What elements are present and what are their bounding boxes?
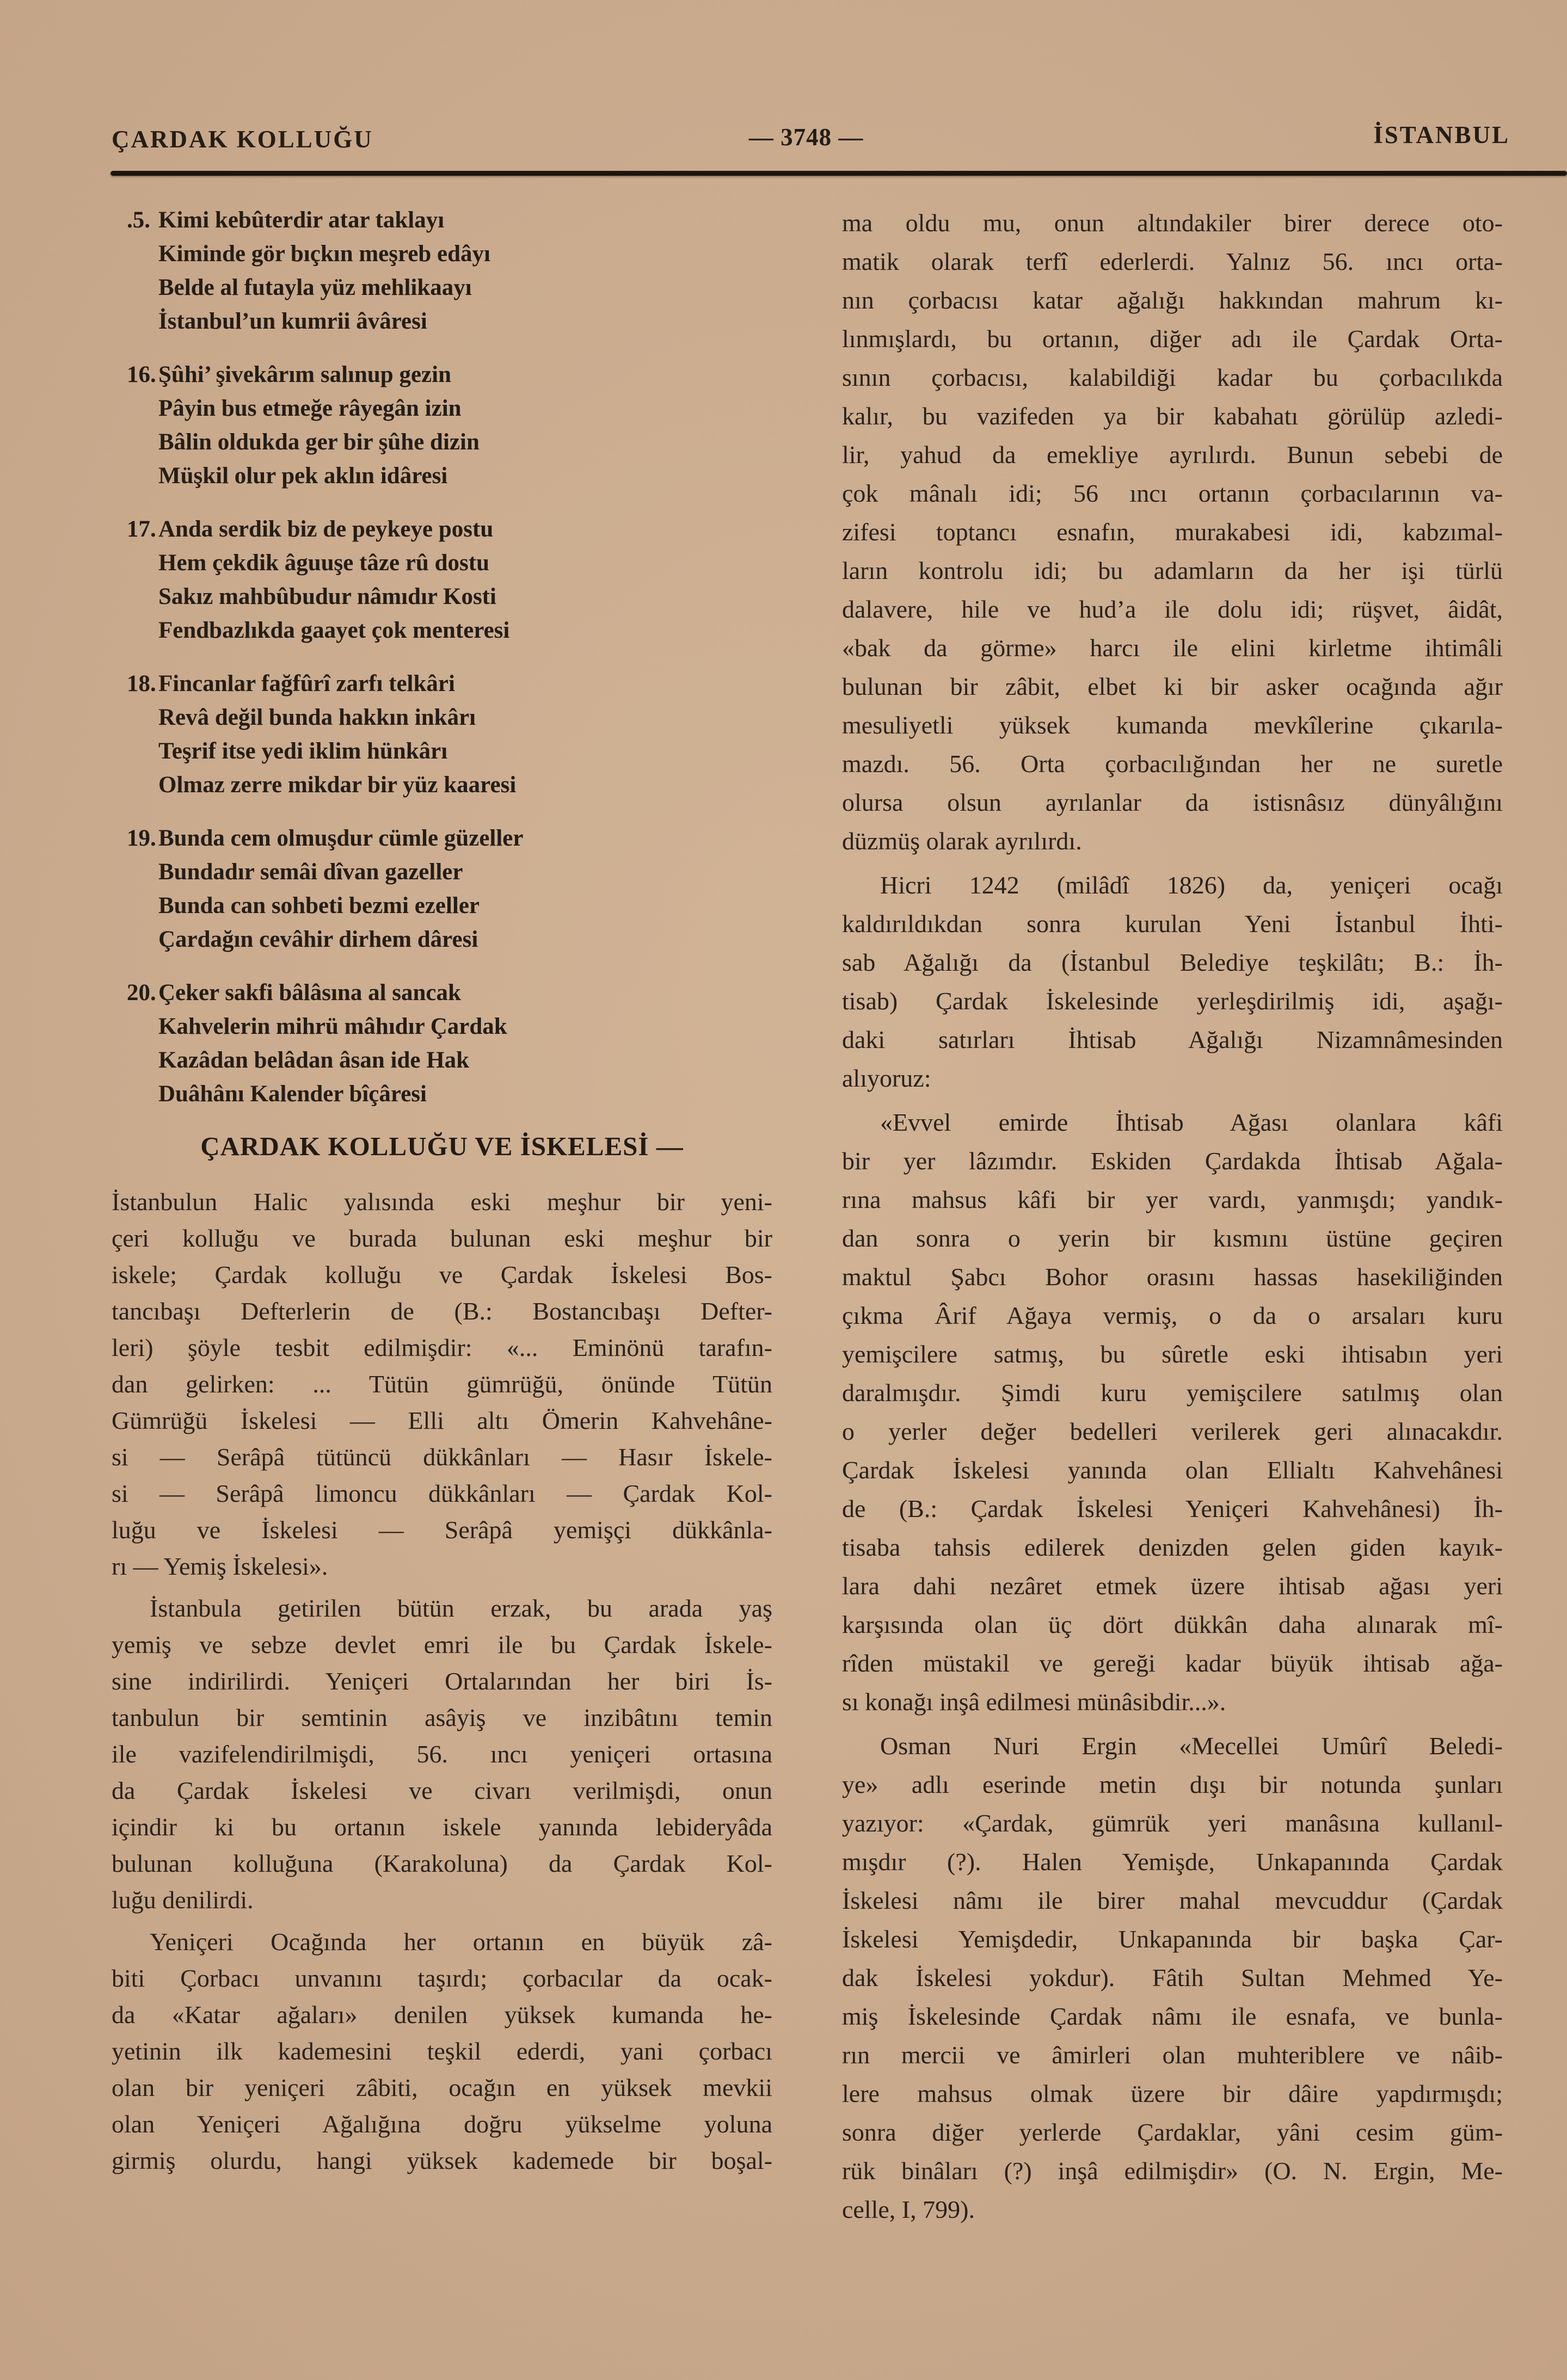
running-title-right: İSTANBUL bbox=[1373, 121, 1510, 149]
text-line: o yerler değer bedelleri verilerek geri alınacakdır. bbox=[842, 1417, 1503, 1445]
article-heading: ÇARDAK KOLLUĞU VE İSKELESİ — bbox=[200, 1131, 684, 1161]
stanza-number: 19. bbox=[127, 825, 156, 851]
left-column bbox=[112, 204, 772, 2184]
poem-line: Bâlin oldukda ger bir şûhe dizin bbox=[158, 429, 480, 455]
poem-line: Belde al futayla yüz mehlikaayı bbox=[158, 275, 472, 300]
text-line: lara dahi nezâret etmek üzere ihtisab ağası yeri bbox=[842, 1572, 1503, 1600]
poem-line: Duâhânı Kalender bîçâresi bbox=[158, 1081, 427, 1107]
text-line: lere mahsus olmak üzere bir dâire yapdırmışdı; bbox=[842, 2080, 1503, 2107]
text-line: Osman Nuri Ergin «Mecellei Umûrî Beledi- bbox=[880, 1732, 1503, 1760]
text-line: yazıyor: «Çardak, gümrük yeri manâsına kullanıl- bbox=[842, 1809, 1503, 1837]
poem-line: Çardağın cevâhir dirhem dâresi bbox=[158, 927, 478, 952]
body-paragraph bbox=[112, 1183, 772, 1584]
text-line: nın çorbacısı katar ağalığı hakkından mahrum kı- bbox=[842, 286, 1503, 314]
text-line: mesuliyetli yüksek kumanda mevkîlerine çıkarıla- bbox=[842, 711, 1503, 739]
poem-line: Bunda cem olmuşdur cümle güzeller bbox=[158, 825, 524, 851]
text-line: içindir ki bu ortanın iskele yanında lebideryâda bbox=[112, 1813, 772, 1841]
text-line: Çardak İskelesi yanında olan Ellialtı Kahvehânesi bbox=[842, 1456, 1503, 1484]
poem-stanza bbox=[112, 822, 772, 957]
right-paragraphs bbox=[842, 204, 1503, 2229]
text-line: maktul Şabcı Bohor orasını hassas hasekiliğinden bbox=[842, 1263, 1503, 1291]
text-line: yetinin ilk kademesini teşkil ederdi, yani çorbacı bbox=[112, 2037, 772, 2065]
text-line: olan Yeniçeri Ağalığına doğru yükselme yoluna bbox=[112, 2110, 772, 2138]
body-paragraph bbox=[842, 866, 1503, 1097]
text-line: kalır, bu vazifeden ya bir kabahatı görülüp azledi- bbox=[842, 402, 1503, 430]
poem-line: Müşkil olur pek aklın idâresi bbox=[158, 463, 448, 489]
text-line: İskelesi nâmı ile birer mahal mevcuddur (Çardak bbox=[842, 1886, 1503, 1914]
text-line: alıyoruz: bbox=[842, 1064, 931, 1092]
text-line: bulunan kolluğuna (Karakoluna) da Çardak Kol- bbox=[112, 1849, 772, 1877]
text-line: leri) şöyle tesbit edilmişdir: «... Eminönü tarafın- bbox=[112, 1334, 772, 1361]
text-line: zifesi toptancı esnafın, murakabesi idi, kabzımal- bbox=[842, 518, 1503, 546]
text-line: tanbulun bir semtinin asâyiş ve inzibâtını temin bbox=[112, 1704, 772, 1731]
right-column bbox=[842, 204, 1503, 2234]
poem-line: Sakız mahbûbudur nâmıdır Kosti bbox=[158, 584, 496, 609]
text-line: Hicri 1242 (milâdî 1826) da, yeniçeri ocağı bbox=[880, 871, 1503, 899]
text-line: daralmışdır. Şimdi kuru yemişcilere satılmış olan bbox=[842, 1379, 1503, 1407]
text-line: yemiş ve sebze devlet emri ile bu Çardak İskele- bbox=[112, 1631, 772, 1658]
poem-line: Bundadır semâi dîvan gazeller bbox=[158, 859, 463, 885]
body-paragraph bbox=[842, 1103, 1503, 1721]
text-line: düzmüş olarak ayrılırdı. bbox=[842, 827, 1082, 855]
text-line: si — Serâpâ limoncu dükkânları — Çardak Kol- bbox=[112, 1479, 772, 1507]
text-line: olursa olsun ayrılanlar da istisnâsız dünyâlığını bbox=[842, 788, 1503, 816]
stanza-number: .5. bbox=[127, 207, 150, 233]
text-line: ma oldu mu, onun altındakiler birer derece oto- bbox=[842, 209, 1503, 237]
poem-block bbox=[112, 204, 772, 1111]
header-rule bbox=[110, 171, 1567, 176]
text-line: luğu ve İskelesi — Serâpâ yemişçi dükkânla- bbox=[112, 1516, 772, 1544]
text-line: İstanbulun Halic yalısında eski meşhur bir yeni- bbox=[112, 1188, 772, 1216]
poem-line: Pâyin bus etmeğe râyegân izin bbox=[158, 396, 462, 421]
body-paragraph bbox=[842, 1727, 1503, 2229]
text-line: Yeniçeri Ocağında her ortanın en büyük zâ- bbox=[150, 1928, 772, 1956]
text-line: lir, yahud da emekliye ayrılırdı. Bunun sebebi de bbox=[842, 441, 1503, 468]
poem-line: Bunda can sohbeti bezmi ezeller bbox=[158, 893, 480, 918]
poem-line: İstanbul’un kumrii âvâresi bbox=[158, 309, 427, 334]
poem-line: Teşrif itse yedi iklim hünkârı bbox=[158, 738, 448, 764]
stanza-number: 20. bbox=[127, 980, 156, 1006]
text-line: girmiş olurdu, hangi yüksek kademede bir boşal- bbox=[112, 2147, 772, 2174]
text-columns bbox=[112, 204, 1503, 2234]
body-paragraph bbox=[112, 1590, 772, 1918]
poem-line: Anda serdik biz de peykeye postu bbox=[158, 516, 494, 542]
text-line: dan sonra o yerin bir kısmını üstüne geçiren bbox=[842, 1224, 1503, 1252]
text-line: luğu denilirdi. bbox=[112, 1886, 254, 1914]
text-line: rı — Yemiş İskelesi». bbox=[112, 1552, 328, 1580]
poem-line: Kimi kebûterdir atar taklayı bbox=[158, 207, 445, 233]
poem-line: Fincanlar fağfûrî zarfı telkâri bbox=[158, 671, 455, 696]
poem-line: Çeker sakfi bâlâsına al sancak bbox=[158, 980, 461, 1006]
poem-stanza bbox=[112, 976, 772, 1111]
text-line: mazdı. 56. Orta çorbacılığından her ne suretle bbox=[842, 750, 1503, 778]
text-line: celle, I, 799). bbox=[842, 2196, 975, 2223]
text-line: da «Katar ağaları» denilen yüksek kumanda he- bbox=[112, 2001, 772, 2028]
text-line: tisab) Çardak İskelesinde yerleşdirilmiş idi, aşağı- bbox=[842, 987, 1503, 1015]
poem-line: Fendbazlıkda gaayet çok menteresi bbox=[158, 618, 510, 643]
text-line: sonra diğer yerlerde Çardaklar, yâni cesim güm- bbox=[842, 2118, 1503, 2146]
text-line: iskele; Çardak kolluğu ve Çardak İskelesi Bos- bbox=[112, 1261, 772, 1288]
text-line: tancıbaşı Defterlerin de (B.: Bostancıbaşı Defter- bbox=[112, 1297, 772, 1325]
text-line: «Evvel emirde İhtisab Ağası olanlara kâfi bbox=[880, 1108, 1503, 1136]
poem-stanza bbox=[112, 358, 772, 493]
text-line: çıkma Ârif Ağaya vermiş, o da o arsaları kuru bbox=[842, 1302, 1503, 1329]
text-line: mışdır (?). Halen Yemişde, Unkapanında Çardak bbox=[842, 1848, 1503, 1876]
text-line: İskelesi Yemişdedir, Unkapanında bir başka Çar- bbox=[842, 1925, 1503, 1953]
text-line: sı konağı inşâ edilmesi münâsibdir...». bbox=[842, 1688, 1226, 1716]
stanza-number: 17. bbox=[127, 516, 156, 542]
text-line: rük binâları (?) inşâ edilmişdir» (O. N. Ergin, Me- bbox=[842, 2157, 1503, 2185]
text-line: çok mânalı idi; 56 ıncı ortanın çorbacılarının va- bbox=[842, 479, 1503, 507]
text-line: dalavere, hile ve hud’a ile dolu idi; rüşvet, âidât, bbox=[842, 595, 1503, 623]
text-line: lınmışlardı, bu ortanın, diğer adı ile Çardak Orta- bbox=[842, 325, 1503, 353]
text-line: ye» adlı eserinde metin dışı bir notunda şunları bbox=[842, 1771, 1503, 1798]
text-line: rîden müstakil ve gereği kadar büyük ihtisab ağa- bbox=[842, 1649, 1503, 1677]
text-line: de (B.: Çardak İskelesi Yeniçeri Kahvehânesi) İh- bbox=[842, 1495, 1503, 1522]
text-line: sine indirilirdi. Yeniçeri Ortalarından her biri İs- bbox=[112, 1667, 772, 1695]
text-line: yemişcilere satmış, bu sûretle eski ihtisabın yeri bbox=[842, 1340, 1503, 1368]
text-line: biti Çorbacı unvanını taşırdı; çorbacılar da ocak- bbox=[112, 1964, 772, 1992]
poem-line: Kiminde gör bıçkın meşreb edâyı bbox=[158, 241, 490, 267]
body-paragraph bbox=[842, 204, 1503, 860]
text-line: daki satırları İhtisab Ağalığı Nizamnâmesinden bbox=[842, 1026, 1503, 1053]
text-line: dak İskelesi yokdur). Fâtih Sultan Mehmed Ye- bbox=[842, 1964, 1503, 1991]
text-line: İstanbula getirilen bütün erzak, bu arada yaş bbox=[150, 1594, 772, 1622]
text-line: çeri kolluğu ve burada bulunan eski meşhur bir bbox=[112, 1224, 772, 1252]
poem-line: Olmaz zerre mikdar bir yüz kaaresi bbox=[158, 772, 517, 798]
page-number: — 3748 — bbox=[748, 124, 864, 151]
text-line: tisaba tahsis edilerek denizden gelen giden kayık- bbox=[842, 1533, 1503, 1561]
text-line: ile vazifelendirilmişdi, 56. ıncı yeniçeri ortasına bbox=[112, 1740, 772, 1768]
poem-line: Şûhi’ şivekârım salınup gezin bbox=[158, 362, 452, 387]
text-line: matik olarak terfî ederlerdi. Yalnız 56. ıncı orta- bbox=[842, 248, 1503, 275]
text-line: bir yer lâzımdır. Eskiden Çardakda İhtisab Ağala- bbox=[842, 1147, 1503, 1175]
body-paragraph bbox=[112, 1923, 772, 2179]
text-line: si — Serâpâ tütüncü dükkânları — Hasır İskele- bbox=[112, 1443, 772, 1471]
poem-stanza bbox=[112, 204, 772, 338]
poem-line: Kahvelerin mihrü mâhıdır Çardak bbox=[158, 1014, 507, 1039]
running-title-left: ÇARDAK KOLLUĞU bbox=[112, 126, 373, 153]
page-header bbox=[112, 121, 1510, 153]
poem-line: Kazâdan belâdan âsan ide Hak bbox=[158, 1047, 470, 1073]
text-line: da Çardak İskelesi ve civarı verilmişdi, onun bbox=[112, 1777, 772, 1804]
poem-line: Revâ değil bunda hakkın inkârı bbox=[158, 705, 476, 730]
text-line: bulunan bir zâbit, elbet ki bir asker ocağında ağır bbox=[842, 673, 1503, 700]
text-line: sının çorbacısı, kalabildiği kadar bu çorbacılıkda bbox=[842, 363, 1503, 391]
text-line: olan bir yeniçeri zâbiti, ocağın en yüksek mevkii bbox=[112, 2074, 772, 2101]
text-line: kaldırıldıkdan sonra kurulan Yeni İstanbul İhti- bbox=[842, 910, 1503, 938]
stanza-number: 16. bbox=[127, 362, 156, 387]
text-line: rın mercii ve âmirleri olan muhteriblere ve nâib- bbox=[842, 2041, 1503, 2069]
text-line: Gümrüğü İskelesi — Elli altı Ömerin Kahvehâne- bbox=[112, 1407, 772, 1434]
text-line: karşısında olan üç dört dükkân daha alınarak mî- bbox=[842, 1611, 1503, 1638]
poem-stanza bbox=[112, 513, 772, 648]
text-line: miş İskelesinde Çardak nâmı ile esnafa, ve bunla- bbox=[842, 2002, 1503, 2030]
text-line: rına mahsus kâfi bir yer vardı, yanmışdı; yandık- bbox=[842, 1186, 1503, 1213]
text-line: sab Ağalığı da (İstanbul Belediye teşkilâtı; B.: İh- bbox=[842, 948, 1503, 976]
poem-stanza bbox=[112, 667, 772, 802]
text-line: «bak da görme» harcı ile elini kirletme ihtimâli bbox=[842, 634, 1503, 662]
left-paragraphs bbox=[112, 1183, 772, 2179]
text-line: ların kontrolu idi; bu adamların da her işi türlü bbox=[842, 557, 1503, 584]
text-line: dan gelirken: ... Tütün gümrüğü, önünde Tütün bbox=[112, 1370, 772, 1398]
stanza-number: 18. bbox=[127, 671, 156, 696]
poem-line: Hem çekdik âguuşe tâze rû dostu bbox=[158, 550, 489, 576]
